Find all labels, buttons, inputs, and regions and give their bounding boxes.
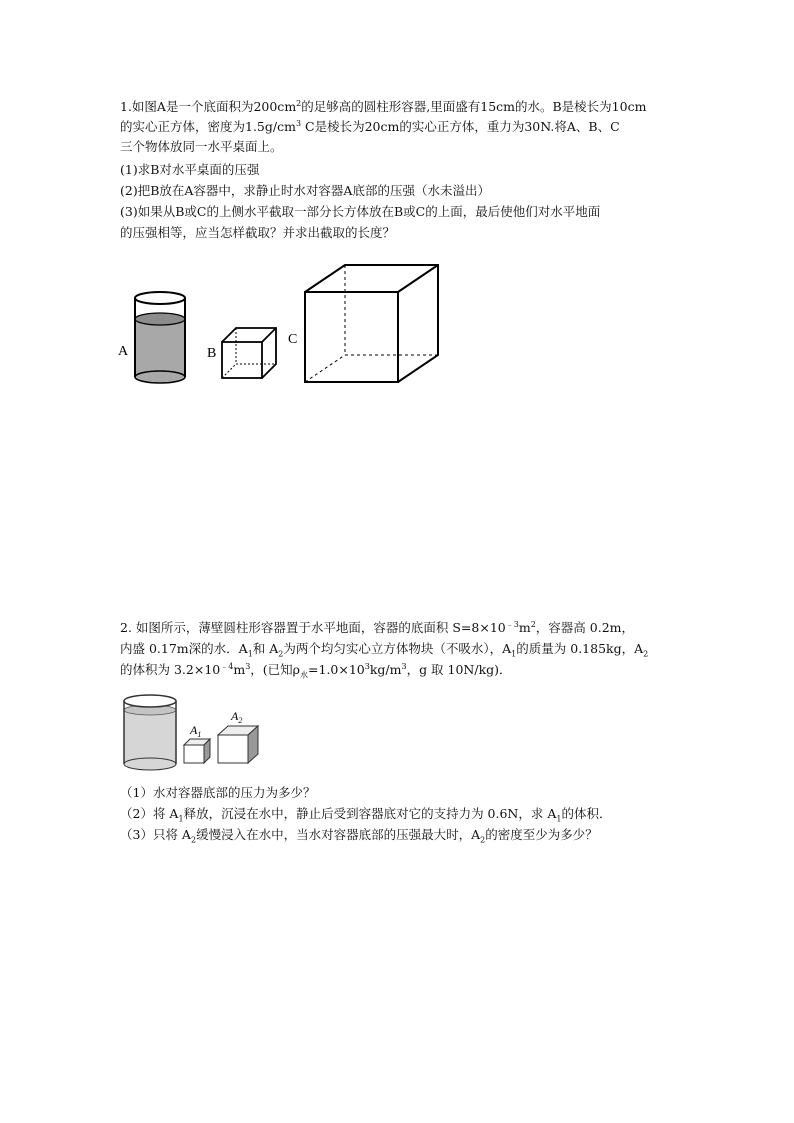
q2-figure bbox=[118, 690, 278, 775]
q2-intro-line-3 bbox=[120, 660, 512, 680]
q1-intro-line-1 bbox=[120, 97, 646, 117]
cylinder-container-a bbox=[135, 292, 185, 383]
superscript: 3 bbox=[245, 661, 251, 671]
q2-text: 的质量为 0.185kg，A bbox=[516, 641, 644, 656]
q2-subquestion-2 bbox=[120, 804, 611, 824]
superscript: 2 bbox=[530, 619, 536, 629]
subscript: 1 bbox=[178, 814, 184, 824]
label-a2-main: A bbox=[231, 709, 239, 723]
q2-text: （3）只将 A bbox=[120, 827, 191, 842]
q2-text: 2. 如图所示，薄壁圆柱形容器置于水平地面，容器的底面积 S=8×10 bbox=[120, 620, 506, 635]
label-a: A bbox=[118, 344, 129, 359]
subscript: 2 bbox=[190, 835, 197, 845]
q2-text: ，容器高 0.2m， bbox=[535, 620, 635, 635]
cube-a2 bbox=[218, 726, 258, 763]
q2-text: 缓慢浸入在水中，当水对容器底部的压强最大时，A bbox=[196, 827, 481, 842]
q1-subquestion-2: (2)把B放在A容器中，求静止时水对容器A底部的压强（水未溢出） bbox=[120, 183, 490, 198]
subscript: 水 bbox=[300, 670, 309, 680]
label-a1-subscript: 1 bbox=[197, 730, 202, 739]
superscript: 2 bbox=[296, 98, 302, 108]
q2-text: 为两个均匀实心立方体物块（不吸水），A bbox=[283, 641, 512, 656]
superscript: 3 bbox=[401, 661, 407, 671]
label-a2 bbox=[230, 709, 242, 725]
cylinder-container bbox=[124, 695, 176, 770]
q2-intro-line-2 bbox=[120, 639, 648, 659]
label-b: B bbox=[207, 346, 217, 361]
q2-text: ，(已知ρ bbox=[250, 662, 301, 677]
q1-text: 的实心正方体，密度为1.5g/cm bbox=[120, 119, 296, 134]
label-a2-subscript: 2 bbox=[238, 716, 243, 725]
subscript: 2 bbox=[643, 649, 649, 659]
q2-text: 内盛 0.17m深的水．A bbox=[120, 641, 248, 656]
q2-intro-line-1 bbox=[120, 618, 634, 638]
q2-text: 的体积． bbox=[561, 806, 612, 821]
q1-subquestion-3-line-2: 的压强相等，应当怎样截取？并求出截取的长度？ bbox=[120, 225, 396, 240]
q2-subquestion-1: （1）水对容器底部的压力为多少？ bbox=[120, 785, 316, 800]
q1-intro-line-2 bbox=[120, 117, 620, 137]
label-a1 bbox=[189, 723, 201, 739]
q1-text: 1.如图A是一个底面积为200cm bbox=[120, 99, 297, 114]
q2-text: =1.0×10 bbox=[308, 662, 365, 677]
q2-text: 的密度至少为多少？ bbox=[485, 827, 598, 842]
q1-subquestion-3-line-1: (3)如果从B或C的上侧水平截取一部分长方体放在B或C的上面，最后使他们对水平地面 bbox=[120, 204, 601, 219]
q2-text: m bbox=[518, 620, 531, 635]
superscript: 3 bbox=[364, 661, 370, 671]
subscript: 1 bbox=[511, 649, 517, 659]
q2-text: m bbox=[233, 662, 246, 677]
q2-text: 的体积为 3.2×10 bbox=[120, 662, 221, 677]
q1-intro-line-3: 三个物体放同一水平桌面上。 bbox=[120, 139, 283, 154]
q2-subquestion-3 bbox=[120, 825, 598, 845]
cube-b bbox=[222, 328, 276, 378]
label-a1-main: A bbox=[190, 723, 198, 737]
q1-text: C是棱长为20cm的实心正方体，重力为30N.将A、B、C bbox=[301, 119, 620, 134]
subscript: 2 bbox=[480, 835, 486, 845]
q2-text: 和 A bbox=[252, 641, 279, 656]
q2-text: 释放，沉浸在水中，静止后受到容器底对它的支持力为 0.6N，求 A bbox=[183, 806, 557, 821]
superscript: ﹣3 bbox=[505, 619, 519, 629]
cube-a1 bbox=[184, 739, 210, 763]
superscript: ﹣4 bbox=[220, 661, 234, 671]
q2-text: （2）将 A bbox=[120, 806, 179, 821]
q1-figure bbox=[110, 262, 450, 392]
q1-subquestion-1: (1)求B对水平桌面的压强 bbox=[120, 162, 260, 177]
q2-text: kg/m bbox=[369, 662, 402, 677]
subscript: 1 bbox=[247, 649, 253, 659]
label-c: C bbox=[288, 332, 298, 347]
q2-text: ，g 取 10N/kg)． bbox=[406, 662, 512, 677]
subscript: 1 bbox=[556, 814, 562, 824]
cube-c bbox=[305, 265, 438, 382]
subscript: 2 bbox=[278, 649, 284, 659]
superscript: 3 bbox=[295, 118, 302, 128]
q1-text: 的足够高的圆柱形容器,里面盛有15cm的水。B是棱长为10cm bbox=[301, 99, 647, 114]
